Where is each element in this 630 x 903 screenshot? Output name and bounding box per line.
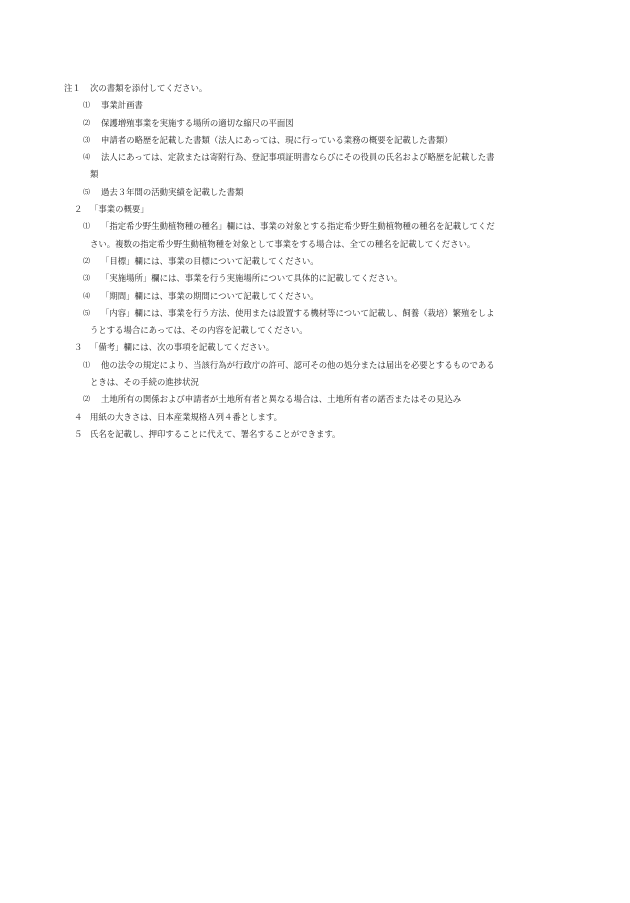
item-text: 申請者の略歴を記載した書類（法人にあっては、現に行っている業務の概要を記載した書類） — [101, 134, 453, 145]
note-4-text: 用紙の大きさは、日本産業規格Ａ列４番とします。 — [90, 411, 282, 422]
note-1-item-4 — [64, 149, 588, 184]
item-text: 保護増殖事業を実施する場所の適切な縮尺の平面図 — [101, 117, 294, 128]
item-text-continued: 類 — [90, 169, 99, 180]
item-text: 「期間」欄には、事業の期間について記載してください。 — [101, 290, 319, 301]
item-text: 過去３年間の活動実績を記載した書類 — [101, 186, 244, 197]
note-1-item-3 — [64, 132, 588, 149]
note-4 — [64, 409, 588, 426]
item-text: 「指定希少野生動植物種の種名」欄には、事業の対象とする指定希少野生動植物種の種名を記載してくだ — [101, 221, 495, 232]
note-5 — [64, 426, 588, 443]
note-2-label: ２ — [74, 204, 83, 215]
note-1-text: 次の書類を添付してください。 — [90, 83, 208, 93]
item-text: 「実施場所」欄には、事業を行う実施場所について具体的に記載してください。 — [101, 273, 403, 284]
item-number: ⑵ — [83, 256, 90, 265]
note-1-item-2 — [64, 115, 588, 132]
note-1-item-1 — [64, 97, 588, 114]
note-2-item-4 — [64, 288, 588, 305]
item-text: 「内容」欄には、事業を行う方法、使用または設置する機材等について記載し、飼養（栽培）繁殖をしよ — [101, 307, 495, 318]
item-text: 他の法令の規定により、当該行為が行政庁の許可、認可その他の処分または届出を必要とするものである — [101, 359, 495, 370]
item-number: ⑴ — [83, 360, 90, 369]
note-5-text: 氏名を記載し、押印することに代えて、署名することができます。 — [90, 428, 341, 439]
note-2-text: 「事業の概要」 — [90, 204, 149, 215]
item-text: 法人にあっては、定款または寄附行為、登記事項証明書ならびにその役員の氏名および略歴を記載した書 — [101, 152, 495, 163]
note-5-label: ５ — [74, 428, 83, 439]
note-3-item-1 — [64, 357, 588, 392]
item-number: ⑶ — [83, 274, 90, 283]
note-3-label: ３ — [74, 342, 83, 353]
note-3-text: 「備考」欄には、次の事項を記載してください。 — [90, 342, 275, 353]
item-text: 土地所有の関係および申請者が土地所有者と異なる場合は、土地所有者の諾否またはその見込み — [101, 394, 462, 405]
item-number: ⑴ — [83, 222, 90, 231]
item-number: ⑷ — [83, 291, 90, 300]
note-2 — [64, 201, 588, 218]
note-1-item-5 — [64, 184, 588, 201]
item-number: ⑵ — [83, 118, 90, 127]
item-number: ⑷ — [83, 153, 90, 162]
item-number: ⑸ — [83, 187, 90, 196]
item-text: 事業計画書 — [101, 100, 143, 111]
item-text-continued: ときは、その手続の進捗状況 — [90, 377, 199, 388]
note-3-item-2 — [64, 391, 588, 408]
note-1 — [64, 80, 588, 97]
item-text-continued: さい。複数の指定希少野生動植物種を対象として事業をする場合は、全ての種名を記載してください。 — [90, 238, 476, 249]
item-text-continued: うとする場合にあっては、その内容を記載してください。 — [90, 325, 308, 336]
note-2-item-3 — [64, 270, 588, 287]
note-4-label: ４ — [74, 411, 83, 422]
item-number: ⑸ — [83, 308, 90, 317]
notes-section — [64, 80, 588, 443]
item-text: 「目標」欄には、事業の目標について記載してください。 — [101, 255, 319, 266]
note-1-label: 注１ — [64, 83, 81, 93]
item-number: ⑵ — [83, 395, 90, 404]
note-2-item-5 — [64, 305, 588, 340]
note-3 — [64, 339, 588, 356]
item-number: ⑶ — [83, 135, 90, 144]
note-2-item-2 — [64, 253, 588, 270]
note-2-item-1 — [64, 218, 588, 253]
item-number: ⑴ — [83, 101, 90, 110]
